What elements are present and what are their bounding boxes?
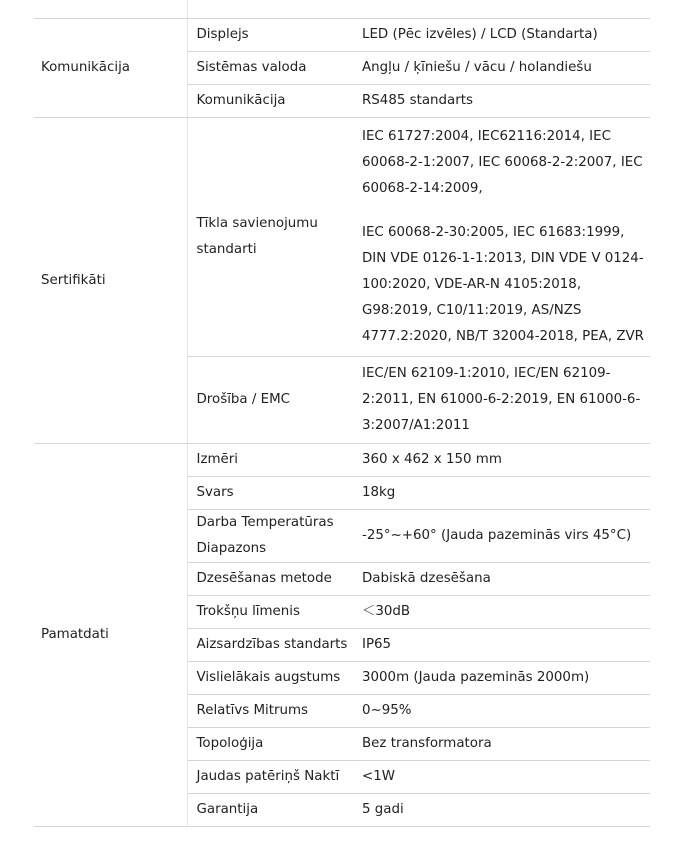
param-label: Garantija (187, 794, 353, 827)
param-value: Angļu / ķīniešu / vācu / holandiešu (353, 52, 650, 85)
param-label: Sistēmas valoda (187, 52, 353, 85)
param-value: -25°~+60° (Jauda pazeminās virs 45°C) (353, 510, 650, 563)
param-value: IP65 (353, 629, 650, 662)
param-label: Displejs (187, 19, 353, 52)
param-label: Tīkla savienojumu standarti (187, 118, 353, 357)
param-label: Topoloģija (187, 728, 353, 761)
param-value: 360 x 462 x 150 mm (353, 444, 650, 477)
table-row (34, 19, 650, 52)
param-value: <1W (353, 761, 650, 794)
param-label: Darba Temperatūras Diapazons (187, 510, 353, 563)
spec-table (34, 0, 650, 827)
category-communication: Komunikācija (34, 19, 187, 118)
param-label: Svars (187, 477, 353, 510)
param-value: RS485 standarts (353, 85, 650, 118)
param-label: Jaudas patēriņš Naktī (187, 761, 353, 794)
param-value: IEC/EN 62109-1:2010, IEC/EN 62109-2:2011, EN 61000-6-2:2019, EN 61000-6-3:2007/A1:2011 (353, 357, 650, 444)
param-value (353, 118, 650, 357)
category-basic-data: Pamatdati (34, 444, 187, 827)
table-row (34, 118, 650, 357)
param-label: Relatīvs Mitrums (187, 695, 353, 728)
param-value: 0~95% (353, 695, 650, 728)
value-paragraph: IEC 60068-2-30:2005, IEC 61683:1999, DIN VDE 0126-1-1:2013, DIN VDE V 0124-100:2020, VDE-AR-N 4105:2018, G98:2019, C10/11:2019, AS/NZS 4777.2:2020, NB/T 32004-2018, PEA, ZVR (362, 225, 644, 344)
param-label: Drošība / EMC (187, 357, 353, 444)
param-value: LED (Pēc izvēles) / LCD (Standarta) (353, 19, 650, 52)
value-paragraph: IEC 61727:2004, IEC62116:2014, IEC 60068-2-1:2007, IEC 60068-2-2:2007, IEC 60068-2-14:2009, (362, 129, 643, 196)
param-label: Dzesēšanas metode (187, 563, 353, 596)
param-label: Aizsardzības standarts (187, 629, 353, 662)
param-label: Trokšņu līmenis (187, 596, 353, 629)
param-value: Dabiskā dzesēšana (353, 563, 650, 596)
param-label: Vislielākais augstums (187, 662, 353, 695)
param-value: ＜30dB (353, 596, 650, 629)
param-label: Izmēri (187, 444, 353, 477)
param-value: Bez transformatora (353, 728, 650, 761)
cut-off-row (34, 0, 650, 19)
category-certificates: Sertifikāti (34, 118, 187, 444)
param-value: 5 gadi (353, 794, 650, 827)
table-row (34, 444, 650, 477)
param-value: 3000m (Jauda pazeminās 2000m) (353, 662, 650, 695)
param-value: 18kg (353, 477, 650, 510)
param-label: Komunikācija (187, 85, 353, 118)
